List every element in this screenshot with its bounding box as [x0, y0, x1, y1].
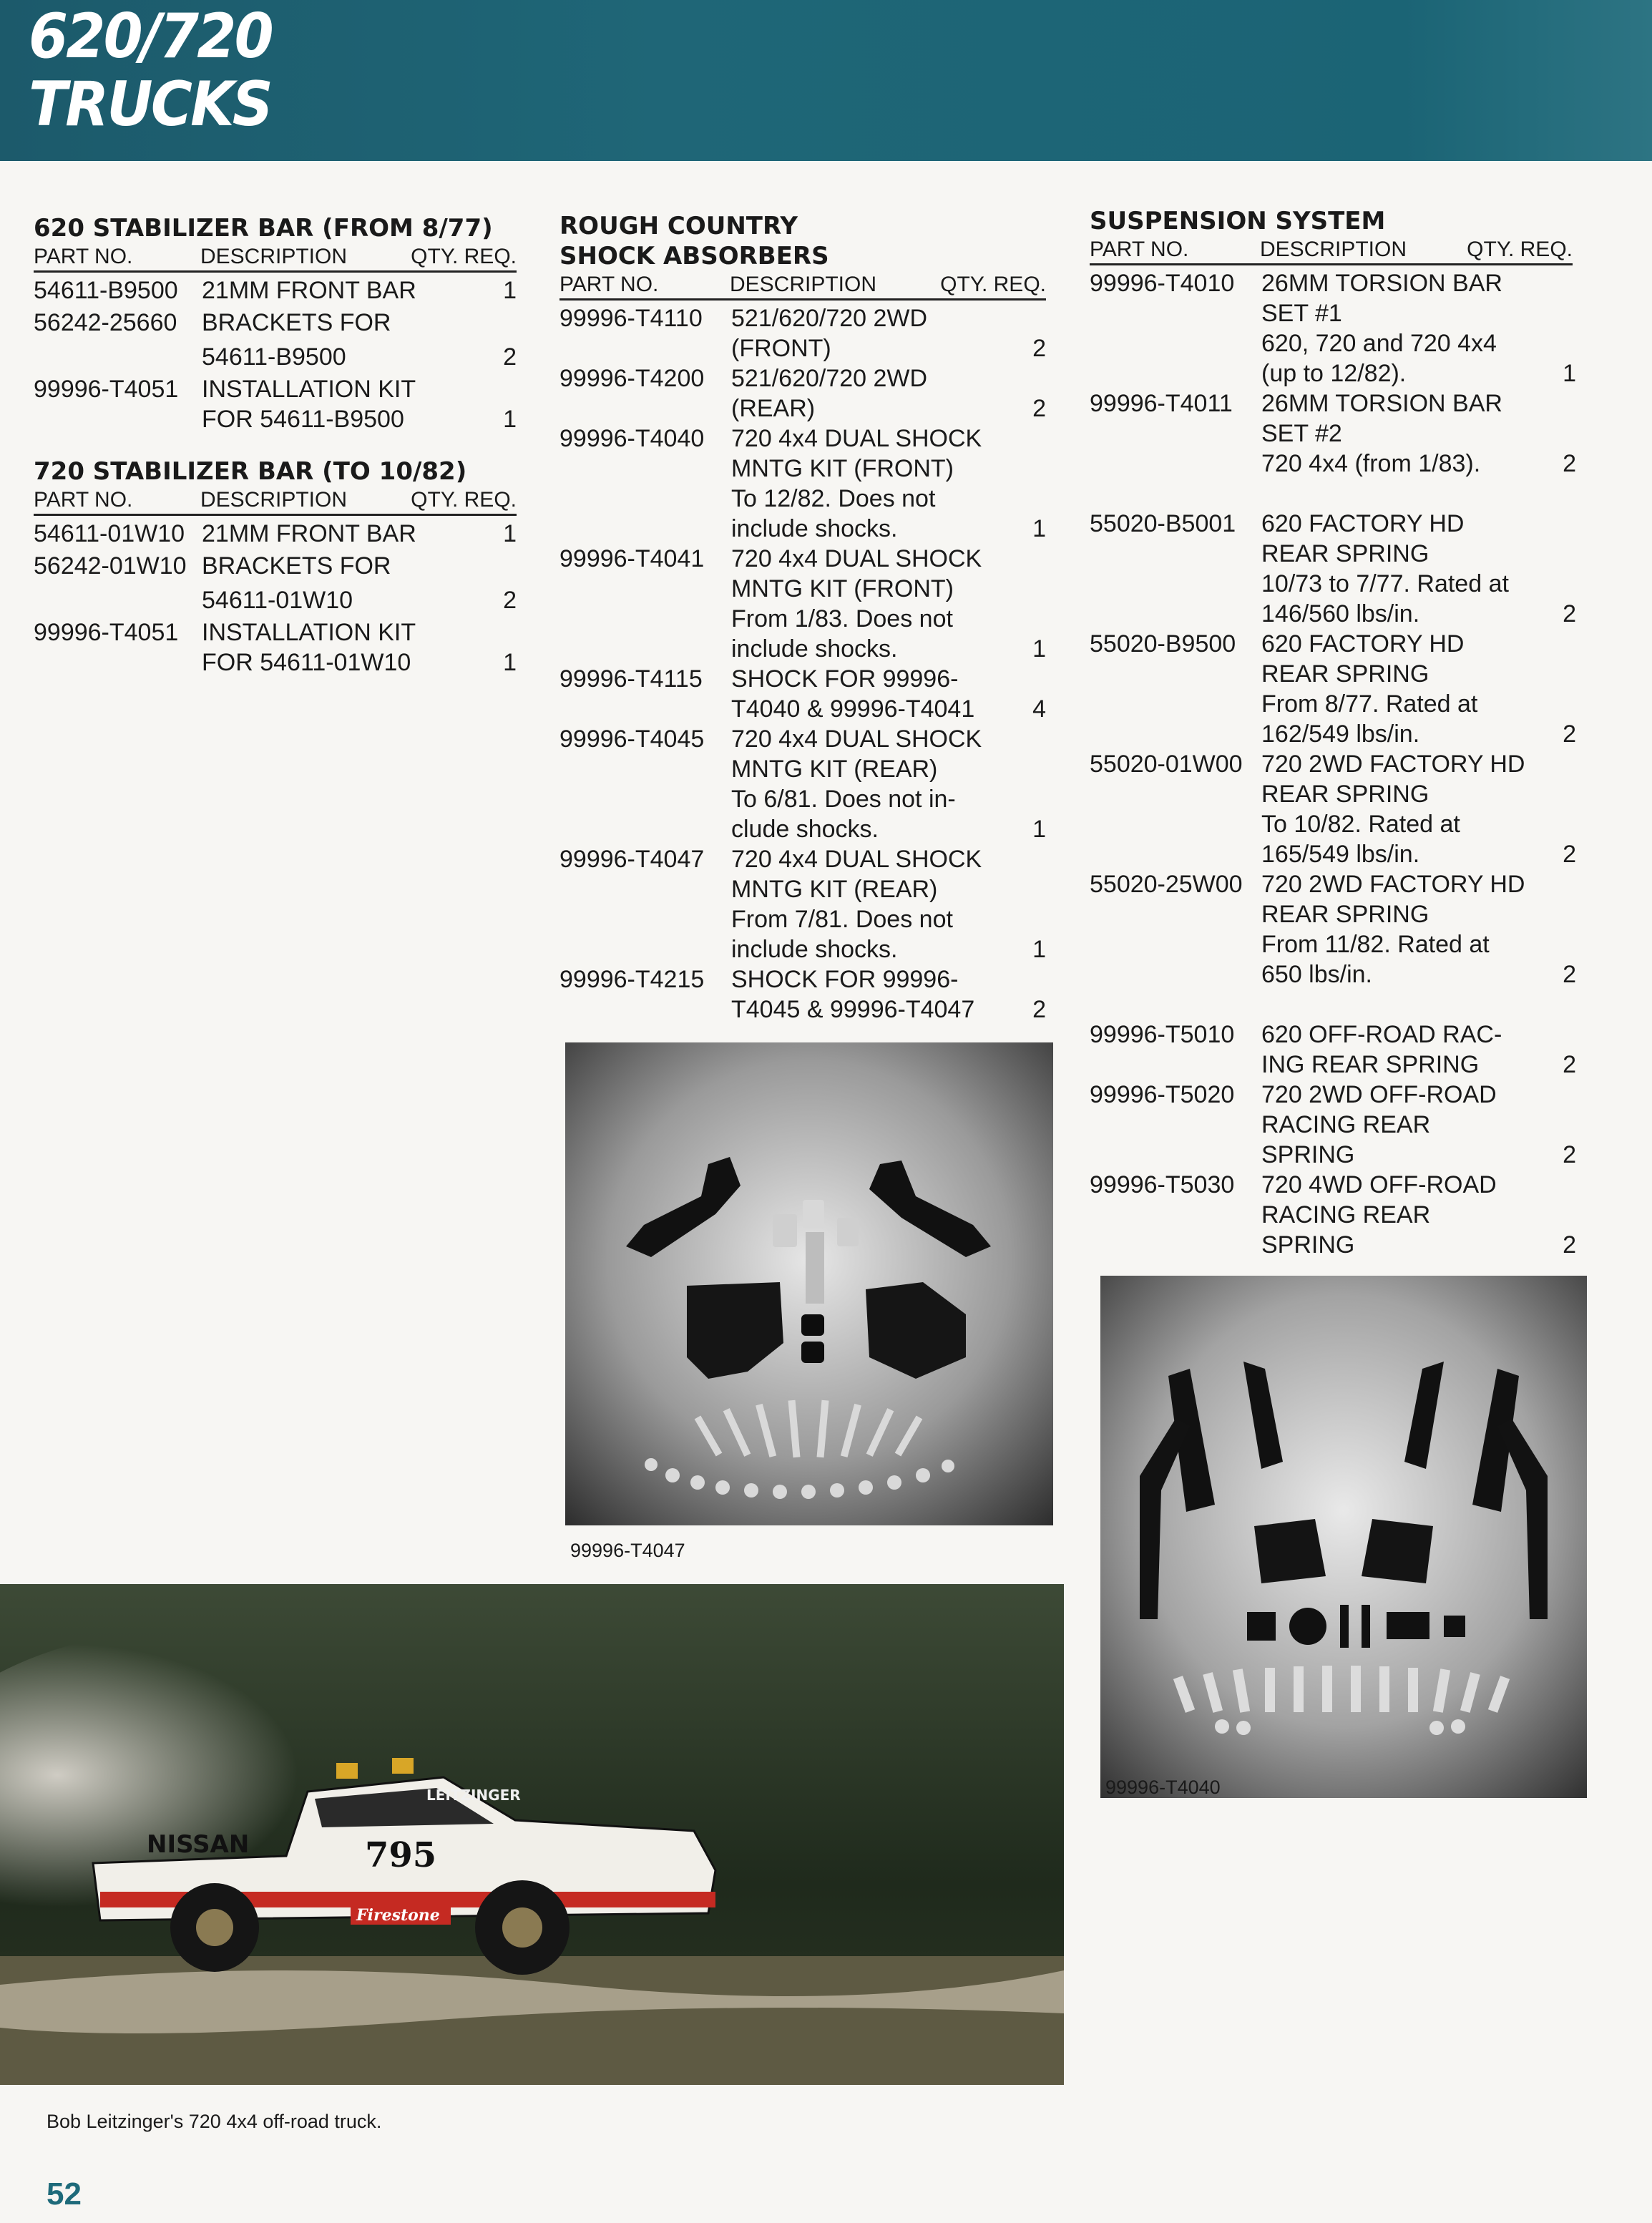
part-qty: 1	[1563, 360, 1576, 387]
table-row	[34, 549, 517, 617]
part-qty: 1	[1032, 816, 1046, 843]
table-row	[559, 724, 1046, 844]
part-number: 55020-25W00	[1090, 871, 1243, 898]
table-row	[1090, 268, 1576, 389]
shock-kit-caption: 99996-T4047	[570, 1540, 685, 1561]
part-description: 21MM FRONT BAR	[202, 277, 416, 304]
column-headers	[1090, 236, 1573, 265]
part-description: BRACKETS FOR 54611-B9500	[202, 309, 391, 371]
truck-sponsor-decal: LEITZINGER	[426, 1787, 521, 1804]
race-truck-caption: Bob Leitzinger's 720 4x4 off-road truck.	[47, 2111, 382, 2132]
col-qty: QTY. REQ.	[940, 273, 1046, 296]
part-description: 720 2WD FACTORY HD REAR SPRING To 10/82. Rated at 165/549 lbs/in.	[1261, 751, 1525, 868]
part-number: 99996-T4110	[559, 305, 703, 332]
table-row	[1090, 629, 1576, 749]
part-number: 99996-T4047	[559, 846, 705, 873]
section-title: SUSPENSION SYSTEM	[1090, 207, 1386, 235]
column-headers	[34, 487, 517, 516]
column-headers	[559, 271, 1046, 301]
table-row	[559, 964, 1046, 1025]
part-qty: 2	[1563, 1231, 1576, 1259]
part-qty: 2	[1563, 841, 1576, 868]
part-qty: 2	[1032, 996, 1046, 1023]
column-headers	[34, 243, 517, 273]
part-qty: 2	[1563, 1141, 1576, 1168]
part-number: 99996-T4215	[559, 966, 705, 993]
part-description: 720 2WD OFF-ROAD RACING REAR SPRING	[1261, 1081, 1497, 1168]
part-qty: 1	[503, 406, 517, 433]
part-number: 54611-B9500	[34, 277, 178, 304]
part-number: 99996-T5010	[1090, 1021, 1235, 1048]
table-row	[34, 374, 517, 434]
part-qty: 2	[1563, 450, 1576, 477]
suspension-photo	[1100, 1276, 1587, 1798]
part-qty: 1	[503, 649, 517, 676]
part-qty: 2	[1032, 395, 1046, 422]
part-qty: 2	[1563, 600, 1576, 627]
part-number: 99996-T4011	[1090, 390, 1233, 417]
table-row	[1090, 1170, 1576, 1260]
section-title: 720 STABILIZER BAR (TO 10/82)	[34, 457, 467, 486]
col-part-no: PART NO.	[34, 245, 133, 268]
table-row	[1090, 1080, 1576, 1170]
part-description: BRACKETS FOR 54611-01W10	[202, 552, 391, 614]
part-number: 55020-01W00	[1090, 751, 1243, 778]
part-number: 55020-B9500	[1090, 630, 1236, 658]
part-qty: 1	[503, 520, 517, 547]
table-row	[1090, 749, 1576, 869]
page-number: 52	[47, 2176, 82, 2212]
part-description: 620 FACTORY HD REAR SPRING 10/73 to 7/77. Rated at 146/560 lbs/in.	[1261, 510, 1509, 627]
part-number: 99996-T4010	[1090, 270, 1235, 297]
table-row	[34, 519, 517, 549]
part-description: 21MM FRONT BAR	[202, 520, 416, 547]
race-truck-illustration	[0, 1584, 1064, 2085]
part-qty: 2	[1563, 1051, 1576, 1078]
col-description: DESCRIPTION	[1260, 238, 1407, 261]
section-title: 620 STABILIZER BAR (FROM 8/77)	[34, 214, 493, 243]
part-number: 99996-T4200	[559, 365, 705, 392]
part-description: 26MM TORSION BAR SET #2 720 4x4 (from 1/83).	[1261, 390, 1502, 477]
table-row	[559, 544, 1046, 664]
part-qty: 2	[1032, 335, 1046, 362]
shock-kit-illustration	[565, 1042, 1053, 1525]
part-qty: 2	[503, 343, 517, 371]
truck-brand-decal: NISSAN	[147, 1830, 250, 1859]
col-description: DESCRIPTION	[200, 488, 348, 512]
part-number: 55020-B5001	[1090, 510, 1236, 537]
part-number: 56242-25660	[34, 309, 177, 336]
table-row	[1090, 869, 1576, 990]
part-qty: 2	[1563, 961, 1576, 988]
header-band	[0, 0, 1652, 161]
truck-tire-decal: Firestone	[356, 1906, 440, 1925]
part-number: 99996-T4040	[559, 425, 705, 452]
section-title-line1: ROUGH COUNTRY	[559, 212, 798, 240]
col-description: DESCRIPTION	[730, 273, 877, 296]
part-qty: 2	[503, 587, 517, 614]
col-part-no: PART NO.	[1090, 238, 1189, 261]
part-description: 620 OFF-ROAD RAC- ING REAR SPRING	[1261, 1021, 1502, 1078]
part-number: 99996-T4051	[34, 376, 179, 403]
part-qty: 1	[1032, 635, 1046, 663]
part-qty: 2	[1563, 720, 1576, 748]
part-number: 99996-T5020	[1090, 1081, 1235, 1108]
table-row	[559, 363, 1046, 424]
table-row	[1090, 389, 1576, 479]
part-description: 720 4x4 DUAL SHOCK MNTG KIT (FRONT) From 1/83. Does not include shocks.	[731, 545, 982, 663]
section-title-line2: SHOCK ABSORBERS	[559, 242, 829, 270]
part-number: 99996-T4045	[559, 725, 705, 753]
part-number: 99996-T4051	[34, 619, 179, 646]
table-row	[559, 664, 1046, 724]
section-720-stabilizer	[34, 456, 517, 678]
part-number: 99996-T4041	[559, 545, 705, 572]
part-qty: 1	[1032, 515, 1046, 542]
col-qty: QTY. REQ.	[411, 488, 517, 512]
part-description: INSTALLATION KIT FOR 54611-B9500	[202, 376, 416, 433]
part-description: 521/620/720 2WD (REAR)	[731, 365, 928, 422]
table-row	[559, 303, 1046, 363]
col-description: DESCRIPTION	[200, 245, 348, 268]
part-qty: 1	[503, 277, 517, 304]
part-number: 56242-01W10	[34, 552, 187, 580]
page-title-line1: 620/720	[29, 1, 272, 72]
part-description: INSTALLATION KIT FOR 54611-01W10	[202, 619, 416, 676]
suspension-caption: 99996-T4040	[1105, 1777, 1221, 1798]
page-title-line2: TRUCKS	[29, 69, 271, 140]
table-row	[34, 617, 517, 678]
part-description: 26MM TORSION BAR SET #1 620, 720 and 720 4x4 (up to 12/82).	[1261, 270, 1502, 387]
part-description: SHOCK FOR 99996- T4040 & 99996-T4041	[731, 665, 975, 723]
col-qty: QTY. REQ.	[411, 245, 517, 268]
part-description: 720 4x4 DUAL SHOCK MNTG KIT (REAR) From 7/81. Does not include shocks.	[731, 846, 982, 963]
part-description: 720 4x4 DUAL SHOCK MNTG KIT (FRONT) To 12/82. Does not include shocks.	[731, 425, 982, 542]
part-qty: 1	[1032, 936, 1046, 963]
table-row	[1090, 509, 1576, 629]
part-description: SHOCK FOR 99996- T4045 & 99996-T4047	[731, 966, 975, 1023]
truck-number-decal: 795	[365, 1835, 437, 1875]
table-row	[559, 844, 1046, 964]
table-row	[34, 275, 517, 306]
col-part-no: PART NO.	[34, 488, 133, 512]
part-description: 720 4WD OFF-ROAD RACING REAR SPRING	[1261, 1171, 1497, 1259]
part-description: 521/620/720 2WD (FRONT)	[731, 305, 928, 362]
part-description: 720 4x4 DUAL SHOCK MNTG KIT (REAR) To 6/81. Does not in- clude shocks.	[731, 725, 982, 843]
section-shock-absorbers	[559, 211, 1046, 1025]
part-description: 620 FACTORY HD REAR SPRING From 8/77. Rated at 162/549 lbs/in.	[1261, 630, 1478, 748]
col-qty: QTY. REQ.	[1467, 238, 1573, 261]
part-description: 720 2WD FACTORY HD REAR SPRING From 11/82. Rated at 650 lbs/in.	[1261, 871, 1525, 988]
col-part-no: PART NO.	[559, 273, 659, 296]
race-truck-photo	[0, 1584, 1064, 2085]
table-row	[1090, 1020, 1576, 1080]
part-number: 54611-01W10	[34, 520, 185, 547]
section-suspension-system	[1090, 206, 1576, 1260]
part-number: 99996-T4115	[559, 665, 703, 693]
suspension-illustration	[1100, 1276, 1587, 1798]
section-620-stabilizer	[34, 213, 517, 434]
table-row	[34, 306, 517, 374]
part-number: 99996-T5030	[1090, 1171, 1235, 1198]
table-row	[559, 424, 1046, 544]
shock-kit-photo	[565, 1042, 1053, 1525]
part-qty: 4	[1032, 695, 1046, 723]
